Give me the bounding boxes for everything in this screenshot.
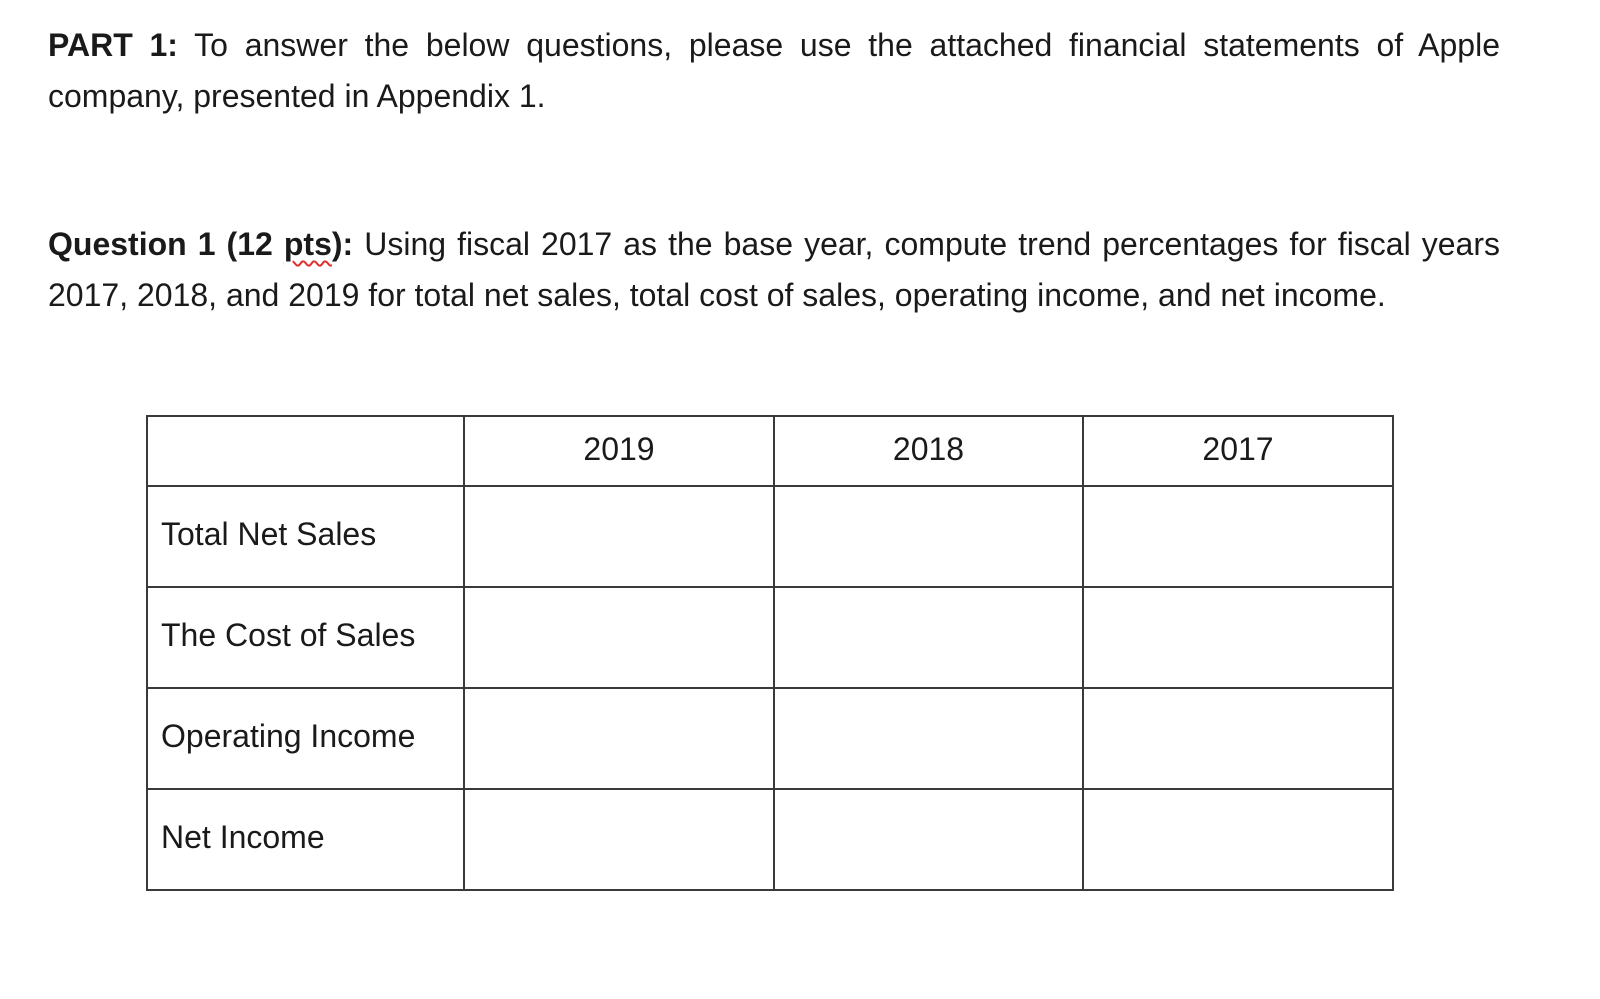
part1-paragraph [48,20,1500,122]
header-cell-2017: 2017 [1083,416,1393,486]
table-row [147,486,1393,587]
row-label-operating-income: Operating Income [147,688,464,789]
table-row [147,789,1393,890]
cell-net-income-2019[interactable] [464,789,774,890]
spellcheck-flagged-word: pts [283,226,332,262]
question1-label [48,226,353,262]
header-cell-2018: 2018 [774,416,1083,486]
row-label-cost-of-sales: The Cost of Sales [147,587,464,688]
trend-percentages-table [146,415,1394,891]
table-header-row [147,416,1393,486]
cell-operating-income-2017[interactable] [1083,688,1393,789]
table-row [147,688,1393,789]
header-cell-blank [147,416,464,486]
question1-paragraph [48,219,1500,321]
row-label-total-net-sales: Total Net Sales [147,486,464,587]
part1-text: To answer the below questions, please use the attached financial statements of Apple company, presented in Appendix 1. [48,27,1501,114]
cell-cost-of-sales-2017[interactable] [1083,587,1393,688]
question1-text: Using fiscal 2017 as the base year, compute trend percentages for fiscal years 2017, 2018, and 2019 for total net sales, total cost of sales, operating income, and net income. [48,226,1501,313]
question1-label-start: Question 1 (12 [48,226,284,262]
cell-operating-income-2018[interactable] [774,688,1083,789]
cell-cost-of-sales-2018[interactable] [774,587,1083,688]
table-row [147,587,1393,688]
cell-total-net-sales-2018[interactable] [774,486,1083,587]
header-cell-2019: 2019 [464,416,774,486]
row-label-net-income: Net Income [147,789,464,890]
cell-total-net-sales-2017[interactable] [1083,486,1393,587]
cell-total-net-sales-2019[interactable] [464,486,774,587]
question1-label-end: ): [331,226,354,262]
cell-net-income-2017[interactable] [1083,789,1393,890]
cell-net-income-2018[interactable] [774,789,1083,890]
cell-operating-income-2019[interactable] [464,688,774,789]
part1-label: PART 1: [48,27,178,63]
cell-cost-of-sales-2019[interactable] [464,587,774,688]
